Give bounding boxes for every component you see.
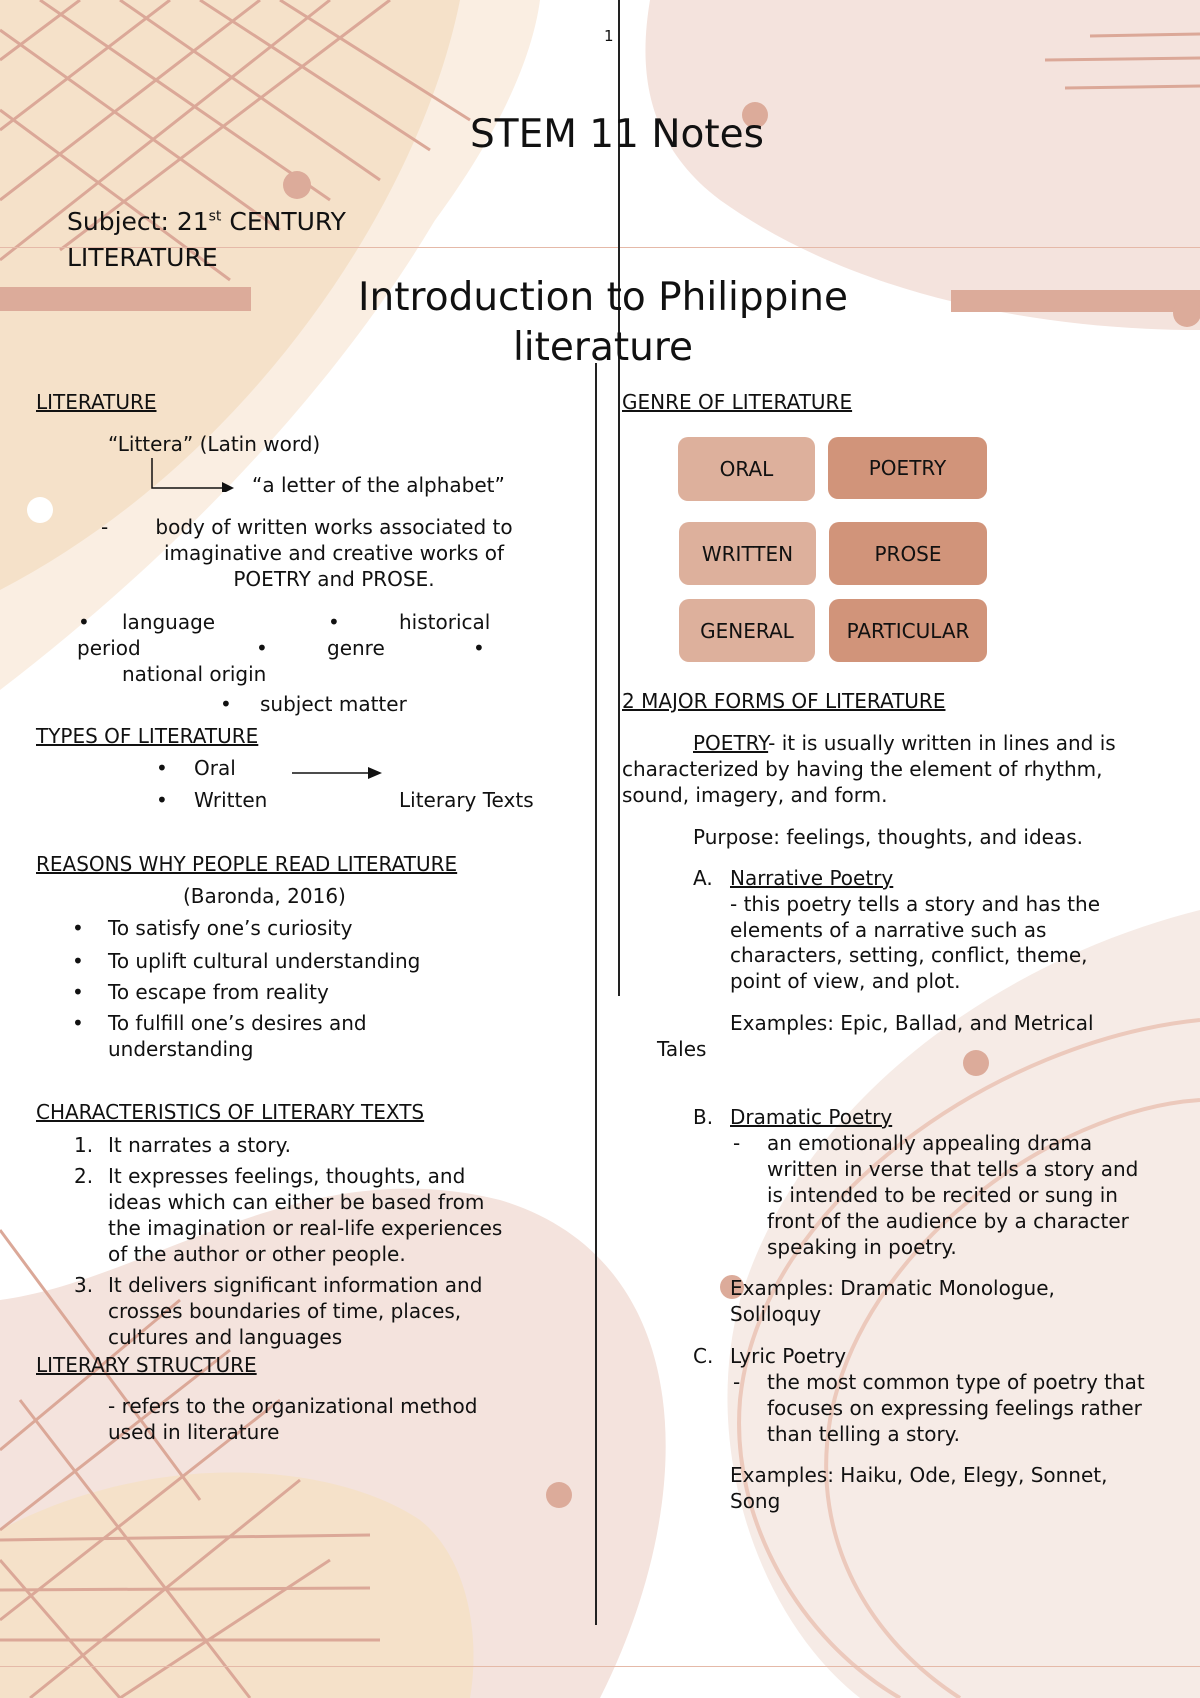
- narrative-line: characters, setting, conflict, theme,: [730, 943, 1088, 967]
- column-divider: [595, 363, 597, 1625]
- section-heading: literature: [512, 325, 694, 370]
- reasons-heading: REASONS WHY PEOPLE READ LITERATURE: [36, 852, 458, 876]
- dash: -: [733, 1131, 741, 1155]
- genre-prose: PROSE: [829, 522, 987, 585]
- characteristic-line: It delivers significant information and: [108, 1273, 483, 1297]
- page-title: STEM 11 Notes: [470, 112, 764, 157]
- characteristic-line: of the author or other people.: [108, 1242, 406, 1266]
- list-number: 2.: [74, 1164, 94, 1188]
- structure-line: used in literature: [108, 1420, 280, 1444]
- lyric-line: than telling a story.: [767, 1422, 961, 1446]
- poetry-definition: sound, imagery, and form.: [622, 783, 888, 807]
- bullet: •: [72, 949, 84, 973]
- bullet: •: [78, 610, 90, 634]
- attribute-item: period: [77, 636, 141, 660]
- dash: -: [733, 1370, 741, 1394]
- genre-written: WRITTEN: [679, 522, 816, 585]
- genre-general: GENERAL: [679, 599, 815, 662]
- meaning-text: “a letter of the alphabet”: [252, 473, 505, 497]
- lyric-line: focuses on expressing feelings rather: [767, 1396, 1142, 1420]
- narrative-examples: Tales: [657, 1037, 707, 1061]
- forms-heading: 2 MAJOR FORMS OF LITERATURE: [622, 689, 946, 713]
- list-number: 1.: [74, 1133, 94, 1157]
- bullet: •: [328, 610, 340, 634]
- lyric-examples: Examples: Haiku, Ode, Elegy, Sonnet,: [730, 1463, 1108, 1487]
- reason-item: understanding: [108, 1037, 254, 1061]
- lyric-line: the most common type of poetry that: [767, 1370, 1145, 1394]
- list-number: 3.: [74, 1273, 94, 1297]
- characteristic-line: cultures and languages: [108, 1325, 343, 1349]
- definition-line: imaginative and creative works of: [163, 541, 505, 565]
- bullet: •: [72, 916, 84, 940]
- attribute-item: subject matter: [260, 692, 407, 716]
- reason-item: To satisfy one’s curiosity: [108, 916, 353, 940]
- bullet: •: [72, 980, 84, 1004]
- bullet: •: [220, 692, 232, 716]
- structure-line: - refers to the organizational method: [108, 1394, 478, 1418]
- reason-item: To escape from reality: [108, 980, 329, 1004]
- dramatic-examples: Examples: Dramatic Monologue,: [730, 1276, 1055, 1300]
- types-heading: TYPES OF LITERATURE: [36, 724, 259, 748]
- dramatic-line: is intended to be recited or sung in: [767, 1183, 1118, 1207]
- narrative-line: - this poetry tells a story and has the: [730, 892, 1100, 916]
- dramatic-poetry-title: Dramatic Poetry: [730, 1105, 893, 1129]
- arrow-icon: [150, 458, 240, 492]
- bullet: •: [72, 1011, 84, 1035]
- lyric-poetry-title: Lyric Poetry: [730, 1344, 847, 1368]
- genre-poetry: POETRY: [828, 437, 987, 499]
- definition-line: POETRY and PROSE.: [233, 567, 435, 591]
- lyric-examples: Song: [730, 1489, 781, 1513]
- list-label: C.: [693, 1344, 714, 1368]
- bullet: •: [256, 636, 268, 660]
- poetry-definition: characterized by having the element of rhythm,: [622, 757, 1103, 781]
- reasons-source: (Baronda, 2016): [183, 884, 346, 908]
- attribute-item: language: [122, 610, 216, 634]
- footer-rule: [0, 1666, 1200, 1667]
- narrative-line: point of view, and plot.: [730, 969, 961, 993]
- type-item: Oral: [194, 756, 236, 780]
- bullet: •: [156, 756, 168, 780]
- bullet: •: [156, 788, 168, 812]
- arrow-icon: [292, 766, 384, 780]
- dash: -: [101, 515, 109, 539]
- subject-line: [67, 207, 346, 237]
- definition-line: body of written works associated to: [155, 515, 513, 539]
- subject-overflow: LITERATURE: [67, 243, 218, 272]
- section-heading: Introduction to Philippine: [358, 275, 848, 320]
- dramatic-line: written in verse that tells a story and: [767, 1157, 1139, 1181]
- poetry-definition: - it is usually written in lines and is: [768, 731, 1116, 755]
- subject-superscript: st: [208, 208, 222, 225]
- dramatic-examples: Soliloquy: [730, 1302, 822, 1326]
- dramatic-line: an emotionally appealing drama: [767, 1131, 1093, 1155]
- characteristic-line: crosses boundaries of time, places,: [108, 1299, 462, 1323]
- list-label: A.: [693, 866, 713, 890]
- subject-prefix: Subject: 21: [67, 207, 209, 236]
- reason-item: To fulfill one’s desires and: [108, 1011, 367, 1035]
- dramatic-line: speaking in poetry.: [767, 1235, 957, 1259]
- poetry-term: POETRY: [693, 731, 769, 755]
- dramatic-line: front of the audience by a character: [767, 1209, 1129, 1233]
- characteristic-line: ideas which can either be based from: [108, 1190, 485, 1214]
- attribute-item: genre: [327, 636, 385, 660]
- subject-rest: CENTURY: [221, 207, 346, 236]
- narrative-poetry-title: Narrative Poetry: [730, 866, 894, 890]
- characteristic-line: It narrates a story.: [108, 1133, 291, 1157]
- structure-heading: LITERARY STRUCTURE: [36, 1353, 257, 1377]
- type-item: Written: [194, 788, 268, 812]
- narrative-line: elements of a narrative such as: [730, 918, 1047, 942]
- page-number: 1: [604, 27, 614, 45]
- littera-text: “Littera” (Latin word): [108, 432, 321, 456]
- genre-heading: GENRE OF LITERATURE: [622, 390, 853, 414]
- characteristics-heading: CHARACTERISTICS OF LITERARY TEXTS: [36, 1100, 425, 1124]
- literature-heading: LITERATURE: [36, 390, 157, 414]
- purpose-text: Purpose: feelings, thoughts, and ideas.: [693, 825, 1083, 849]
- characteristic-line: the imagination or real-life experiences: [108, 1216, 503, 1240]
- characteristic-line: It expresses feelings, thoughts, and: [108, 1164, 466, 1188]
- genre-particular: PARTICULAR: [829, 599, 987, 662]
- types-result: Literary Texts: [399, 788, 534, 812]
- list-label: B.: [693, 1105, 714, 1129]
- poetry-definition-first-line: [693, 731, 1116, 755]
- bullet: •: [473, 636, 485, 660]
- attribute-item: historical: [399, 610, 491, 634]
- attribute-item: national origin: [122, 662, 267, 686]
- reason-item: To uplift cultural understanding: [108, 949, 421, 973]
- genre-oral: ORAL: [678, 437, 815, 501]
- narrative-examples: Examples: Epic, Ballad, and Metrical: [730, 1011, 1094, 1035]
